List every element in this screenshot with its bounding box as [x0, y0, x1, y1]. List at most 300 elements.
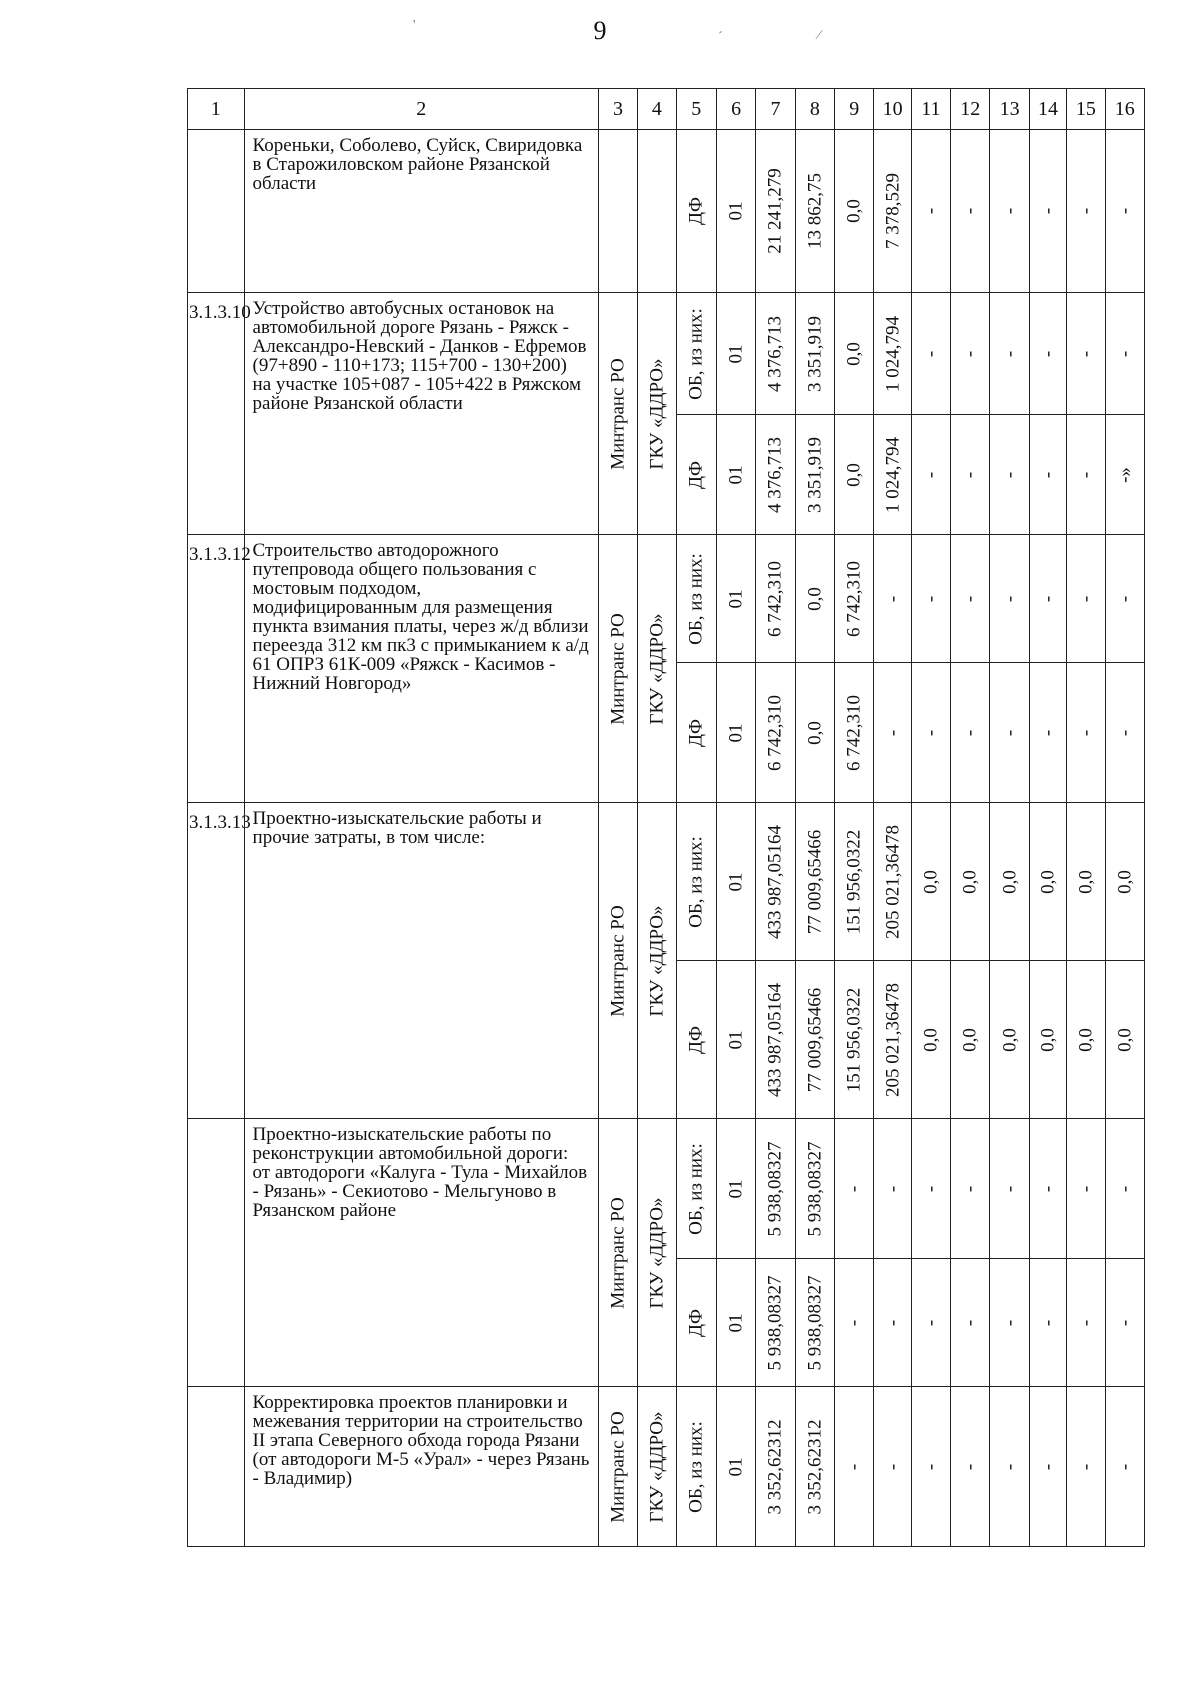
value-cell-c12 [951, 1387, 990, 1547]
value-cell-c11-text: 0,0 [920, 869, 942, 894]
value-cell-c13 [990, 663, 1029, 803]
header-cell-8: 8 [795, 89, 834, 130]
value-cell-c16 [1105, 535, 1144, 663]
value-cell-c9 [835, 1259, 874, 1387]
funding-source-cell-text: ОБ, из них: [685, 1420, 707, 1513]
header-cell-7: 7 [756, 89, 795, 130]
value-cell-c9-text: - [843, 1185, 865, 1192]
value-cell-c14 [1029, 961, 1066, 1119]
value-cell-c9 [835, 663, 874, 803]
value-cell-c14-text: - [1037, 207, 1059, 215]
value-cell-c13-text: - [999, 1463, 1021, 1470]
value-cell-c7 [756, 663, 795, 803]
row-name: Строительство автодорожного путепровода общего пользования с мостовым подходом, модифицированным для размещения пункта взимания платы, через ж/д вблизи переезда 312 км пк3 с примыканием к а/д 61 ОПРЗ 61К-009 «Ряжск - Касимов - Нижний Новгород» [244, 535, 598, 803]
value-cell-c8 [795, 1259, 834, 1387]
value-cell-c10 [874, 535, 911, 663]
value-cell-c16-text: - [1114, 1185, 1136, 1192]
executor-cell [638, 1119, 676, 1387]
value-cell-c7-text: 4 376,713 [764, 436, 786, 513]
value-cell-c16 [1105, 415, 1144, 535]
value-cell-c11 [911, 1259, 950, 1387]
table-row [188, 535, 1145, 663]
funding-source-cell [676, 535, 716, 663]
value-cell-c8-text: 0,0 [804, 586, 826, 611]
value-cell-c11-text: - [920, 1463, 942, 1470]
value-cell-c6 [716, 535, 755, 663]
value-cell-c9-text: - [843, 1463, 865, 1470]
value-cell-c12-text: - [959, 471, 981, 478]
value-cell-c12-text: - [959, 729, 981, 736]
value-cell-c6-text: 01 [725, 589, 747, 608]
header-cell-11: 11 [911, 89, 950, 130]
value-cell-c6-text: 01 [725, 723, 747, 742]
value-cell-c11 [911, 803, 950, 961]
value-cell-c16 [1105, 1119, 1144, 1259]
responsible-cell-text: Минтранс РО [607, 904, 629, 1017]
responsible-cell [598, 535, 637, 803]
value-cell-c15 [1067, 415, 1105, 535]
value-cell-c12-text: - [959, 1319, 981, 1326]
value-cell-c13-text: - [999, 729, 1021, 736]
executor-cell [638, 293, 676, 535]
header-cell-4: 4 [638, 89, 676, 130]
value-cell-c14 [1029, 535, 1066, 663]
value-cell-c9-text: 151 956,0322 [843, 987, 865, 1092]
table-row [188, 130, 1145, 293]
value-cell-c15-text: - [1075, 207, 1097, 215]
value-cell-c12 [951, 130, 990, 293]
value-cell-c13 [990, 1387, 1029, 1547]
value-cell-c10-text: - [882, 729, 904, 736]
value-cell-c11-text: - [920, 729, 942, 736]
value-cell-c14 [1029, 415, 1066, 535]
funding-source-cell-text: ОБ, из них: [685, 552, 707, 645]
value-cell-c12-text: - [959, 595, 981, 602]
funding-source-cell-text: ДФ [685, 718, 707, 747]
value-cell-c15-text: - [1075, 729, 1097, 736]
value-cell-c14-text: - [1037, 471, 1059, 478]
value-cell-c10 [874, 293, 911, 415]
value-cell-c16 [1105, 1259, 1144, 1387]
value-cell-c15-text: 0,0 [1075, 869, 1097, 894]
header-cell-9: 9 [835, 89, 874, 130]
value-cell-c8 [795, 1387, 834, 1547]
value-cell-c12 [951, 415, 990, 535]
value-cell-c7 [756, 961, 795, 1119]
value-cell-c14-text: - [1037, 1185, 1059, 1192]
value-cell-c8 [795, 961, 834, 1119]
value-cell-c6 [716, 663, 755, 803]
value-cell-c14-text: 0,0 [1037, 869, 1059, 894]
scan-mark: ⁄ [818, 28, 821, 43]
table-row [188, 1387, 1145, 1547]
value-cell-c16 [1105, 961, 1144, 1119]
value-cell-c15-text: - [1075, 595, 1097, 602]
value-cell-c9-text: - [843, 1319, 865, 1326]
page-number: 9 [593, 16, 607, 45]
executor-cell-text: ГКУ «ДДРО» [646, 905, 668, 1016]
value-cell-c10 [874, 961, 911, 1119]
value-cell-c15 [1067, 535, 1105, 663]
value-cell-c13-text: 0,0 [999, 1027, 1021, 1052]
value-cell-c7 [756, 535, 795, 663]
value-cell-c11 [911, 1387, 950, 1547]
value-cell-c13 [990, 535, 1029, 663]
value-cell-c14-text: - [1037, 350, 1059, 357]
funding-source-cell-text: ОБ, из них: [685, 1142, 707, 1235]
value-cell-c15-text: - [1075, 1463, 1097, 1470]
executor-cell-text: ГКУ «ДДРО» [646, 613, 668, 724]
value-cell-c15 [1067, 1387, 1105, 1547]
value-cell-c14 [1029, 663, 1066, 803]
funding-source-cell-text: ДФ [685, 197, 707, 225]
value-cell-c10-text: 205 021,36478 [882, 824, 904, 939]
value-cell-c13-text: - [999, 207, 1021, 215]
row-code [188, 1387, 245, 1547]
value-cell-c16-text: - [1114, 595, 1136, 602]
value-cell-c14 [1029, 1119, 1066, 1259]
value-cell-c13-text: - [999, 350, 1021, 357]
row-name: Кореньки, Соболево, Суйск, Свиридовка в Старожиловском районе Рязанской области [244, 130, 598, 293]
value-cell-c16 [1105, 130, 1144, 293]
budget-table [187, 88, 1145, 1547]
value-cell-c8 [795, 1119, 834, 1259]
value-cell-c15 [1067, 293, 1105, 415]
row-name: Устройство автобусных остановок на автомобильной дороге Рязань - Ряжск - Александро-Невский - Данков - Ефремов (97+890 - 110+173; 115+700 - 130+200) на участке 105+087 - 105+422 в Ряжском районе Рязанской области [244, 293, 598, 535]
funding-source-cell [676, 1119, 716, 1259]
value-cell-c8-text: 13 862,75 [804, 173, 826, 249]
value-cell-c10 [874, 130, 911, 293]
value-cell-c10-text: 1 024,794 [882, 436, 904, 513]
value-cell-c10 [874, 1387, 911, 1547]
value-cell-c7-text: 3 352,62312 [764, 1419, 786, 1514]
value-cell-c14-text: - [1037, 1319, 1059, 1326]
scan-mark: ' [413, 18, 416, 33]
value-cell-c8-text: 0,0 [804, 720, 826, 745]
value-cell-c8 [795, 293, 834, 415]
value-cell-c15 [1067, 961, 1105, 1119]
row-code [188, 130, 245, 293]
value-cell-c6 [716, 1119, 755, 1259]
value-cell-c13-text: - [999, 1185, 1021, 1192]
value-cell-c10-text: - [882, 1319, 904, 1326]
value-cell-c13 [990, 961, 1029, 1119]
value-cell-c9 [835, 961, 874, 1119]
value-cell-c9 [835, 535, 874, 663]
row-code [188, 1119, 245, 1387]
value-cell-c13-text: - [999, 471, 1021, 478]
value-cell-c6-text: 01 [725, 872, 747, 891]
value-cell-c11-text: - [920, 1185, 942, 1192]
value-cell-c10 [874, 415, 911, 535]
value-cell-c6 [716, 1387, 755, 1547]
funding-source-cell [676, 663, 716, 803]
value-cell-c15-text: - [1075, 350, 1097, 357]
row-code: 3.1.3.12 [188, 535, 245, 803]
value-cell-c7-text: 5 938,08327 [764, 1275, 786, 1370]
value-cell-c8-text: 5 938,08327 [804, 1141, 826, 1236]
table-row [188, 293, 1145, 415]
value-cell-c12 [951, 293, 990, 415]
row-code: 3.1.3.13 [188, 803, 245, 1119]
value-cell-c7 [756, 130, 795, 293]
responsible-cell-text: Минтранс РО [607, 357, 629, 470]
value-cell-c16 [1105, 803, 1144, 961]
value-cell-c14 [1029, 130, 1066, 293]
responsible-cell [598, 1119, 637, 1387]
value-cell-c12 [951, 663, 990, 803]
value-cell-c11-text: - [920, 350, 942, 357]
funding-source-cell-text: ДФ [685, 1025, 707, 1054]
value-cell-c14 [1029, 1387, 1066, 1547]
value-cell-c14 [1029, 1259, 1066, 1387]
value-cell-c7 [756, 293, 795, 415]
funding-source-cell [676, 130, 716, 293]
value-cell-c7-text: 5 938,08327 [764, 1141, 786, 1236]
value-cell-c9 [835, 293, 874, 415]
value-cell-c11 [911, 535, 950, 663]
responsible-cell-text: Минтранс РО [607, 612, 629, 725]
value-cell-c16 [1105, 293, 1144, 415]
value-cell-c12-text: - [959, 350, 981, 357]
value-cell-c13 [990, 1119, 1029, 1259]
header-cell-15: 15 [1067, 89, 1105, 130]
value-cell-c6 [716, 293, 755, 415]
value-cell-c6-text: 01 [725, 1457, 747, 1476]
row-name: Корректировка проектов планировки и межевания территории на строительство II этапа Северного обхода города Рязани (от автодороги М-5 «Урал» - через Рязань - Владимир) [244, 1387, 598, 1547]
value-cell-c6-text: 01 [725, 1030, 747, 1049]
value-cell-c10 [874, 1119, 911, 1259]
row-name: Проектно-изыскательские работы и прочие затраты, в том числе: [244, 803, 598, 1119]
funding-source-cell [676, 1387, 716, 1547]
value-cell-c6-text: 01 [725, 465, 747, 484]
funding-source-cell-text: ОБ, из них: [685, 307, 707, 400]
value-cell-c7-text: 21 241,279 [764, 168, 786, 254]
value-cell-c15 [1067, 1259, 1105, 1387]
executor-cell-text: ГКУ «ДДРО» [646, 358, 668, 469]
responsible-cell [598, 1387, 637, 1547]
executor-cell [638, 803, 676, 1119]
executor-cell [638, 130, 676, 293]
value-cell-c7 [756, 415, 795, 535]
value-cell-c13 [990, 803, 1029, 961]
scan-mark: ˊ [718, 30, 723, 45]
value-cell-c7-text: 433 987,05164 [764, 824, 786, 939]
value-cell-c11-text: - [920, 1319, 942, 1326]
value-cell-c14-text: 0,0 [1037, 1027, 1059, 1052]
value-cell-c15-text: - [1075, 1185, 1097, 1192]
header-cell-3: 3 [598, 89, 637, 130]
header-cell-10: 10 [874, 89, 911, 130]
value-cell-c12-text: - [959, 1463, 981, 1470]
funding-source-cell-text: ДФ [685, 460, 707, 489]
value-cell-c14-text: - [1037, 595, 1059, 602]
value-cell-c9 [835, 1119, 874, 1259]
value-cell-c14 [1029, 803, 1066, 961]
value-cell-c8 [795, 535, 834, 663]
value-cell-c15 [1067, 663, 1105, 803]
value-cell-c13-text: - [999, 595, 1021, 602]
value-cell-c13 [990, 293, 1029, 415]
value-cell-c16 [1105, 663, 1144, 803]
value-cell-c12 [951, 535, 990, 663]
value-cell-c12-text: 0,0 [959, 1027, 981, 1052]
value-cell-c7-text: 6 742,310 [764, 560, 786, 637]
value-cell-c9 [835, 803, 874, 961]
value-cell-c6-text: 01 [725, 344, 747, 363]
row-code: 3.1.3.10 [188, 293, 245, 535]
responsible-cell [598, 130, 637, 293]
value-cell-c14-text: - [1037, 729, 1059, 736]
value-cell-c13 [990, 130, 1029, 293]
header-cell-2: 2 [244, 89, 598, 130]
responsible-cell-text: Минтранс РО [607, 1410, 629, 1523]
value-cell-c6-text: 01 [725, 1313, 747, 1332]
funding-source-cell-text: ОБ, из них: [685, 835, 707, 928]
value-cell-c11 [911, 415, 950, 535]
responsible-cell [598, 293, 637, 535]
executor-cell-text: ГКУ «ДДРО» [646, 1197, 668, 1308]
funding-source-cell [676, 1259, 716, 1387]
value-cell-c13 [990, 1259, 1029, 1387]
value-cell-c10 [874, 663, 911, 803]
value-cell-c8-text: 3 351,919 [804, 315, 826, 392]
value-cell-c10 [874, 803, 911, 961]
value-cell-c6 [716, 130, 755, 293]
value-cell-c16-text: - [1114, 1319, 1136, 1326]
value-cell-c12 [951, 1119, 990, 1259]
executor-cell-text: ГКУ «ДДРО» [646, 1411, 668, 1522]
value-cell-c16-text: 0,0 [1114, 869, 1136, 894]
value-cell-c8 [795, 803, 834, 961]
value-cell-c13 [990, 415, 1029, 535]
value-cell-c6 [716, 1259, 755, 1387]
header-cell-16: 16 [1105, 89, 1144, 130]
value-cell-c14 [1029, 293, 1066, 415]
value-cell-c15 [1067, 130, 1105, 293]
value-cell-c15-text: - [1075, 1319, 1097, 1326]
value-cell-c16 [1105, 1387, 1144, 1547]
value-cell-c16-text: - [1114, 350, 1136, 357]
header-cell-13: 13 [990, 89, 1029, 130]
value-cell-c16-text: 0,0 [1114, 1027, 1136, 1052]
value-cell-c13-text: - [999, 1319, 1021, 1326]
value-cell-c16-text: -» [1114, 466, 1136, 483]
value-cell-c12 [951, 803, 990, 961]
responsible-cell [598, 803, 637, 1119]
value-cell-c8-text: 77 009,65466 [804, 987, 826, 1092]
responsible-cell-text: Минтранс РО [607, 1196, 629, 1309]
value-cell-c10 [874, 1259, 911, 1387]
value-cell-c10-text: 1 024,794 [882, 315, 904, 392]
executor-cell [638, 1387, 676, 1547]
value-cell-c16-text: - [1114, 207, 1136, 215]
value-cell-c15-text: - [1075, 471, 1097, 478]
value-cell-c8-text: 3 351,919 [804, 436, 826, 513]
value-cell-c11 [911, 130, 950, 293]
value-cell-c8 [795, 415, 834, 535]
value-cell-c8 [795, 130, 834, 293]
value-cell-c9 [835, 415, 874, 535]
value-cell-c12 [951, 961, 990, 1119]
value-cell-c7 [756, 1259, 795, 1387]
value-cell-c9-text: 0,0 [843, 341, 865, 366]
value-cell-c7-text: 6 742,310 [764, 694, 786, 771]
row-name: Проектно-изыскательские работы по реконструкции автомобильной дороги: от автодороги «Калуга - Тула - Михайлов - Рязань» - Секиотово - Мельгуново в Рязанском районе [244, 1119, 598, 1387]
value-cell-c12-text: - [959, 1185, 981, 1192]
value-cell-c12 [951, 1259, 990, 1387]
value-cell-c11-text: 0,0 [920, 1027, 942, 1052]
executor-cell [638, 535, 676, 803]
value-cell-c6-text: 01 [725, 201, 747, 221]
value-cell-c8-text: 5 938,08327 [804, 1275, 826, 1370]
value-cell-c6 [716, 803, 755, 961]
value-cell-c12-text: 0,0 [959, 869, 981, 894]
value-cell-c9-text: 0,0 [843, 199, 865, 223]
value-cell-c9-text: 0,0 [843, 462, 865, 487]
value-cell-c6 [716, 961, 755, 1119]
value-cell-c12-text: - [959, 207, 981, 215]
value-cell-c7 [756, 803, 795, 961]
value-cell-c9-text: 6 742,310 [843, 560, 865, 637]
header-row [188, 89, 1145, 130]
value-cell-c14-text: - [1037, 1463, 1059, 1470]
value-cell-c11 [911, 293, 950, 415]
value-cell-c6 [716, 415, 755, 535]
value-cell-c9-text: 151 956,0322 [843, 829, 865, 934]
header-cell-12: 12 [951, 89, 990, 130]
value-cell-c10-text: - [882, 595, 904, 602]
value-cell-c9 [835, 1387, 874, 1547]
value-cell-c7 [756, 1119, 795, 1259]
value-cell-c10-text: - [882, 1185, 904, 1192]
value-cell-c10-text: - [882, 1463, 904, 1470]
value-cell-c15-text: 0,0 [1075, 1027, 1097, 1052]
value-cell-c15 [1067, 1119, 1105, 1259]
value-cell-c6-text: 01 [725, 1179, 747, 1198]
value-cell-c7 [756, 1387, 795, 1547]
value-cell-c15 [1067, 803, 1105, 961]
value-cell-c7-text: 4 376,713 [764, 315, 786, 392]
value-cell-c8 [795, 663, 834, 803]
header-cell-1: 1 [188, 89, 245, 130]
header-cell-14: 14 [1029, 89, 1066, 130]
table-row [188, 803, 1145, 961]
value-cell-c11-text: - [920, 471, 942, 478]
funding-source-cell [676, 803, 716, 961]
value-cell-c9-text: 6 742,310 [843, 694, 865, 771]
value-cell-c16-text: - [1114, 1463, 1136, 1470]
value-cell-c10-text: 205 021,36478 [882, 982, 904, 1097]
value-cell-c16-text: - [1114, 729, 1136, 736]
value-cell-c11-text: - [920, 595, 942, 602]
value-cell-c10-text: 7 378,529 [882, 173, 904, 249]
value-cell-c8-text: 3 352,62312 [804, 1419, 826, 1514]
funding-source-cell [676, 415, 716, 535]
funding-source-cell-text: ДФ [685, 1308, 707, 1337]
value-cell-c11-text: - [920, 207, 942, 215]
value-cell-c9 [835, 130, 874, 293]
funding-source-cell [676, 961, 716, 1119]
value-cell-c11 [911, 1119, 950, 1259]
value-cell-c13-text: 0,0 [999, 869, 1021, 894]
value-cell-c11 [911, 663, 950, 803]
header-cell-5: 5 [676, 89, 716, 130]
header-cell-6: 6 [716, 89, 755, 130]
value-cell-c8-text: 77 009,65466 [804, 829, 826, 934]
value-cell-c11 [911, 961, 950, 1119]
table-row [188, 1119, 1145, 1259]
